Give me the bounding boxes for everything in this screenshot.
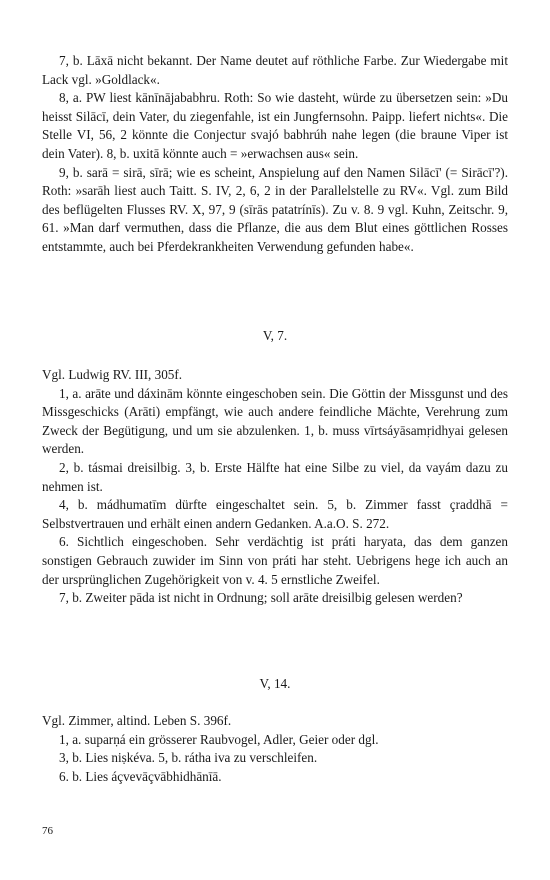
paragraph-v7-6: 6. Sichtlich eingeschoben. Sehr verdächtig ist práti haryata, das dem ganzen sonstigen Gebrauch zuwider im Sinn von práti har steht. Uebrigens hege ich auch an der ursprünglichen Zugehörigkeit von v. 4. 5 ernstliche Zweifel. xyxy=(42,534,508,587)
section-heading-v14: V, 14. xyxy=(259,676,291,691)
paragraph-v14-reference: Vgl. Zimmer, altind. Leben S. 396f. xyxy=(42,713,232,728)
paragraph-v14-1a: 1, a. suparṇá ein grösserer Raubvogel, Adler, Geier oder dgl. xyxy=(59,731,379,747)
paragraph-v14-3b: 3, b. Lies niṣkéva. 5, b. rátha iva zu verschleifen. xyxy=(59,750,318,766)
paragraph-v6-9b: 9, b. sarā = sirā, sīrā; wie es scheint, Anspielung auf den Namen Silācī' (= Sirācī'?). Roth: »sarāh liest auch Taitt. S. IV, 2, 6, 2 in der Parallelstelle zu RV«. Vgl. zum Bild des beflügelten Flusses RV. X, 97, 9 (sīrās patatrínīs). Zu v. 8. 9 vgl. Kuhn, Zeitschr. 9, 61. »Man darf vermuthen, dass die Pflanze, die aus dem Blut eines göttlichen Rosses entstammte, auch bei Pferdekrankheiten Verwendung gefunden habe«. xyxy=(42,164,508,254)
commentary-block-v14 xyxy=(42,712,508,786)
paragraph-v7-2b: 2, b. tásmai dreisilbig. 3, b. Erste Hälfte hat eine Silbe zu viel, da vayám dazu zu nehmen ist. xyxy=(42,459,508,494)
paragraph-v7-1a: 1, a. arāte und dáxinām könnte eingeschoben sein. Die Göttin der Missgunst und des Missgeschicks (Arāti) empfängt, wie auch andere feindliche Mächte, Verehrung zum Zweck der Begütigung, und um sie abzulenken. 1, b. muss vīrtsáyāsamṛidhyai gelesen werden. xyxy=(42,385,508,457)
commentary-block-v7 xyxy=(42,366,508,608)
page-number: 76 xyxy=(42,825,53,837)
section-heading-v7: V, 7. xyxy=(262,328,288,343)
paragraph-v6-7b: 7, b. Lāxā nicht bekannt. Der Name deutet auf röthliche Farbe. Zur Wiedergabe mit Lack vgl. »Goldlack«. xyxy=(42,53,508,87)
paragraph-v6-8a: 8, a. PW liest kānīnājababhru. Roth: So wie dasteht, würde zu übersetzen sein: »Du heisst Silācī, dein Vater, du ziegenfahle, ist ein Jungfernsohn. Paipp. liefert nichts«. Die Stelle VI, 56, 2 könnte die Conjectur svajó babhrúh nahe legen (die braune Viper ist dein Vater). 8, b. uxitā könnte auch = »erwachsen aus« sein. xyxy=(42,90,508,161)
paragraph-v7-7b: 7, b. Zweiter pāda ist nicht in Ordnung; soll arāte dreisilbig gelesen werden? xyxy=(59,590,463,606)
commentary-block-v6 xyxy=(42,52,508,257)
paragraph-v7-reference: Vgl. Ludwig RV. III, 305f. xyxy=(42,367,183,382)
paragraph-v7-4b: 4, b. mádhumatīm dürfte eingeschaltet sein. 5, b. Zimmer fasst çraddhā = Selbstvertrauen und erhält einen andern Gedanken. A.a.O. S. 272. xyxy=(42,497,508,531)
paragraph-v14-6b: 6. b. Lies áçvevāçvābhidhānīā. xyxy=(59,768,222,784)
